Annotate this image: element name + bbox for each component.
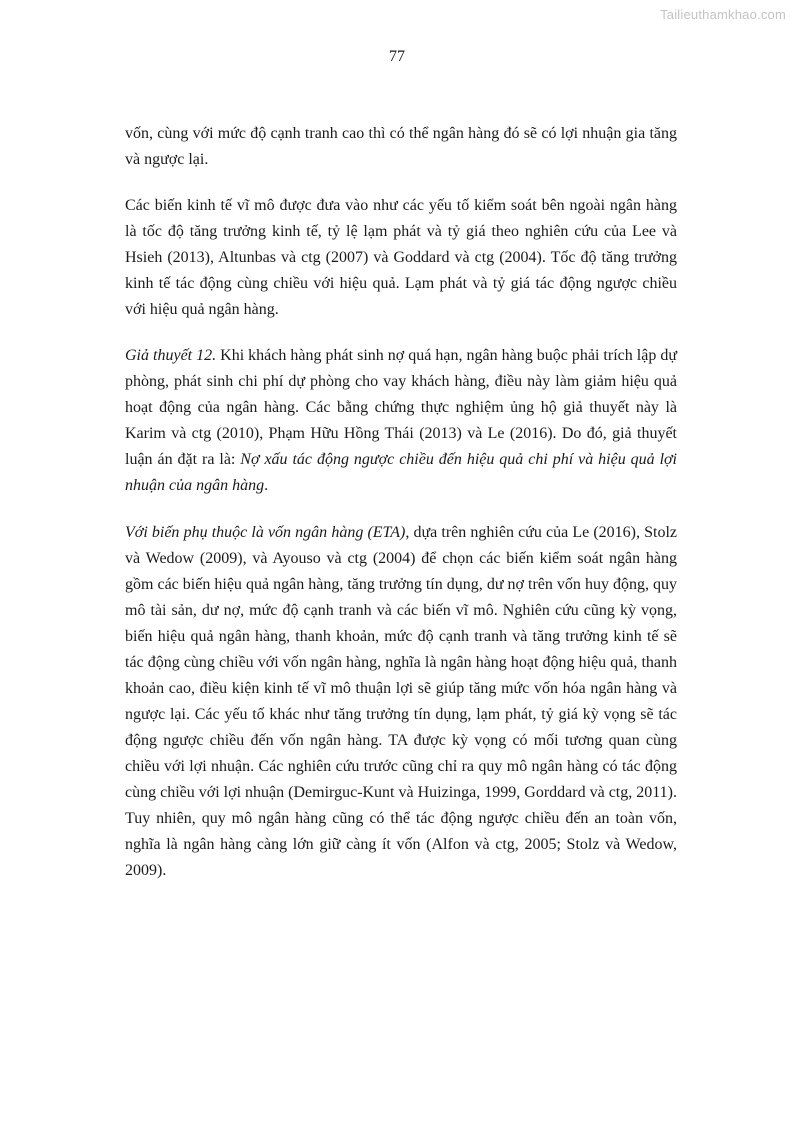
paragraph-capital-competition <box>125 121 677 173</box>
paragraph-text: , dựa trên nghiên cứu của Le (2016), Stolz và Wedow (2009), và Ayouso và ctg (2004) để chọn các biến kiểm soát ngân hàng gồm các biến hiệu quả ngân hàng, tăng trưởng tín dụng, dư nợ trên vốn huy động, quy mô tài sản, dư nợ, mức độ cạnh tranh và các biến vĩ mô. Nghiên cứu cũng kỳ vọng, biến hiệu quả ngân hàng, thanh khoản, mức độ cạnh tranh và tăng trưởng kinh tế sẽ tác động cùng chiều với vốn ngân hàng, nghĩa là ngân hàng hoạt động hiệu quả, thanh khoản cao, điều kiện kinh tế vĩ mô thuận lợi sẽ giúp tăng mức vốn hóa ngân hàng và ngược lại. Các yếu tố khác như tăng trưởng tín dụng, lạm phát, tỷ giá kỳ vọng sẽ tác động ngược chiều đến vốn ngân hàng. TA được kỳ vọng có mối tương quan cùng chiều với lợi nhuận. Các nghiên cứu trước cũng chỉ ra quy mô ngân hàng có tác động cùng chiều với lợi nhuận (Demirguc-Kunt và Huizinga, 1999, Gorddard và ctg, 2011). Tuy nhiên, quy mô ngân hàng cũng có thể tác động ngược chiều đến an toàn vốn, nghĩa là ngân hàng càng lớn giữ càng ít vốn (Alfon và ctg, 2005; Stolz và Wedow, 2009). <box>125 524 677 879</box>
paragraph-hypothesis-12 <box>125 343 677 499</box>
page-number: 77 <box>389 48 405 65</box>
document-body <box>125 121 677 904</box>
dependent-variable-label: Với biến phụ thuộc là vốn ngân hàng (ETA) <box>125 524 406 541</box>
paragraph-text: Các biến kinh tế vĩ mô được đưa vào như các yếu tố kiểm soát bên ngoài ngân hàng là tốc độ tăng trưởng kinh tế, tỷ lệ lạm phát và tỷ giá theo nghiên cứu của Lee và Hsieh (2013), Altunbas và ctg (2007) và Goddard và ctg (2004). Tốc độ tăng trưởng kinh tế tác động cùng chiều với hiệu quả. Lạm phát và tỷ giá tác động ngược chiều với hiệu quả ngân hàng. <box>125 197 677 318</box>
watermark: Tailieuthamkhao.com <box>660 7 786 22</box>
hypothesis-statement: Nợ xấu tác động ngược chiều đến hiệu quả chi phí và hiệu quả lợi nhuận của ngân hàng <box>125 451 677 494</box>
paragraph-macro-variables <box>125 193 677 323</box>
paragraph-bank-capital <box>125 520 677 884</box>
paragraph-text: Khi khách hàng phát sinh nợ quá hạn, ngân hàng buộc phải trích lập dự phòng, phát sinh chi phí dự phòng cho vay khách hàng, điều này làm giảm hiệu quả hoạt động của ngân hàng. Các bằng chứng thực nghiệm ủng hộ giả thuyết này là Karim và ctg (2010), Phạm Hữu Hồng Thái (2013) và Le (2016). Do đó, giả thuyết luận án đặt ra là: <box>125 347 678 468</box>
paragraph-text: vốn, cùng với mức độ cạnh tranh cao thì có thể ngân hàng đó sẽ có lợi nhuận gia tăng và ngược lại. <box>125 125 677 168</box>
paragraph-tail: . <box>264 477 269 494</box>
hypothesis-label: Giả thuyết 12. <box>125 347 217 364</box>
